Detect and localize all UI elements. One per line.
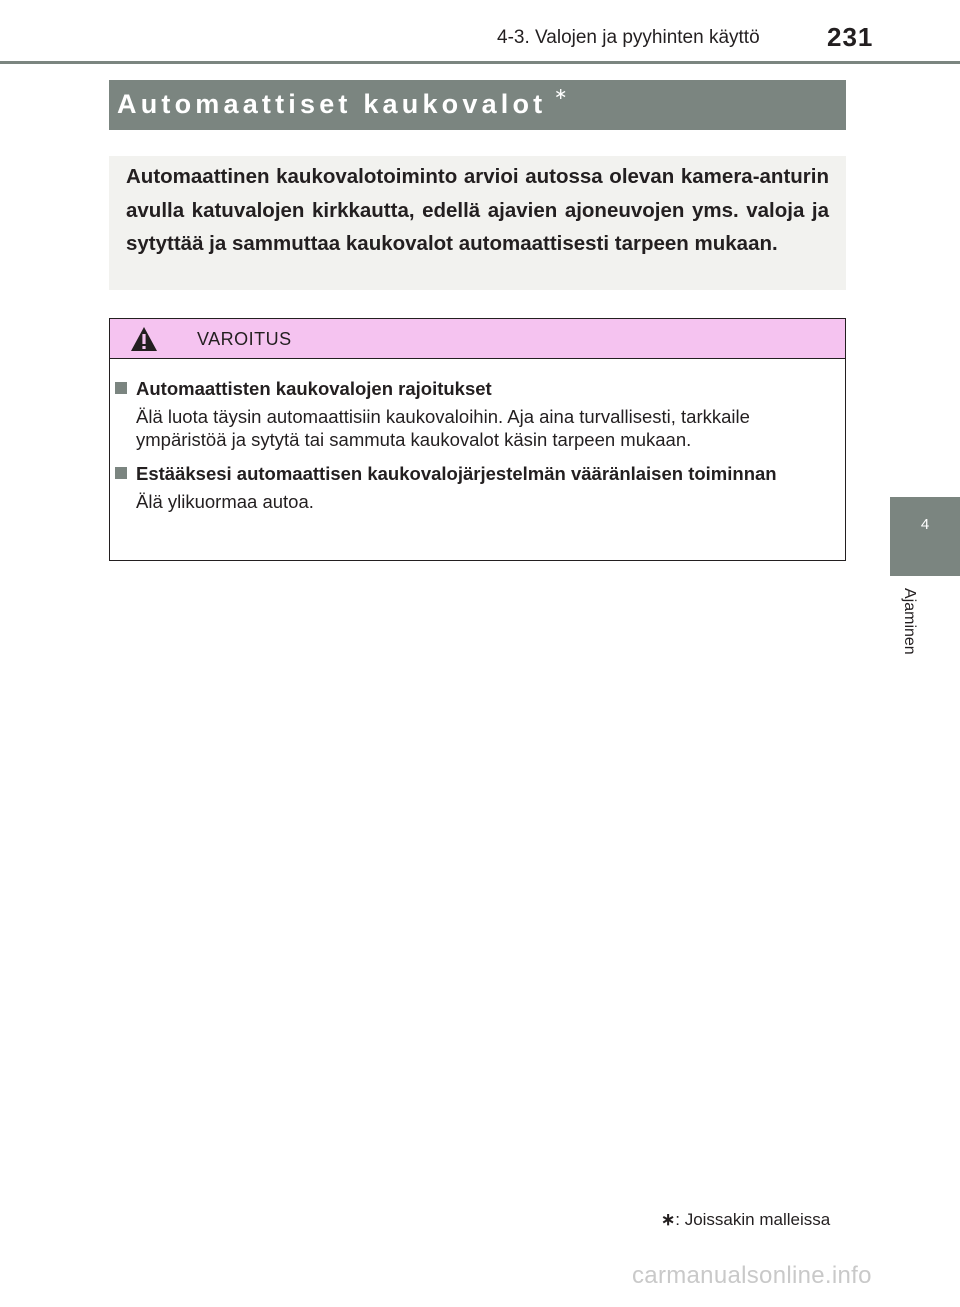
warning-item-heading-text: Estääksesi automaattisen kaukovalojärjestelmän vääränlaisen toiminnan — [136, 463, 777, 484]
intro-text: Automaattinen kaukovalotoiminto arvioi autossa olevan kamera-anturin avulla katuvalojen kirkkautta, edellä ajavien ajoneuvojen yms. valoja ja sytyttää ja sammuttaa kaukovalot automaattisesti tarpeen mukaan. — [126, 165, 829, 255]
warning-label: VAROITUS — [197, 329, 292, 349]
warning-item — [115, 377, 839, 451]
warning-triangle-icon — [130, 326, 158, 352]
footnote-text: : Joissakin malleissa — [675, 1210, 831, 1229]
title-footnote-marker: ∗ — [554, 86, 568, 103]
warning-header — [110, 319, 845, 359]
warning-item-heading — [115, 377, 839, 400]
square-bullet-icon — [115, 467, 127, 479]
header-divider — [0, 61, 960, 64]
footnote — [661, 1210, 830, 1230]
page-number: 231 — [827, 22, 874, 52]
warning-box — [109, 318, 846, 561]
warning-item — [115, 462, 839, 513]
running-header-section: 4-3. Valojen ja pyyhinten käyttö — [497, 27, 760, 48]
warning-item-body: Älä luota täysin automaattisiin kaukovaloihin. Aja aina turvallisesti, tarkkaile ympäristöä ja sytytä tai sammuta kaukovalot käsin tarpeen mukaan. — [136, 406, 750, 450]
chapter-number: 4 — [920, 516, 930, 533]
chapter-label: Ajaminen — [901, 588, 918, 655]
footnote-marker: ∗ — [661, 1210, 676, 1229]
chapter-tab — [890, 497, 960, 576]
section-title: Automaattiset kaukovalot — [117, 89, 547, 119]
section-title-bar — [109, 80, 846, 130]
intro-box — [109, 156, 846, 290]
square-bullet-icon — [115, 382, 127, 394]
watermark: carmanualsonline.info — [632, 1262, 872, 1289]
warning-item-heading-text: Automaattisten kaukovalojen rajoitukset — [136, 378, 492, 399]
warning-item-heading — [115, 462, 839, 485]
warning-item-body: Älä ylikuormaa autoa. — [136, 491, 314, 512]
